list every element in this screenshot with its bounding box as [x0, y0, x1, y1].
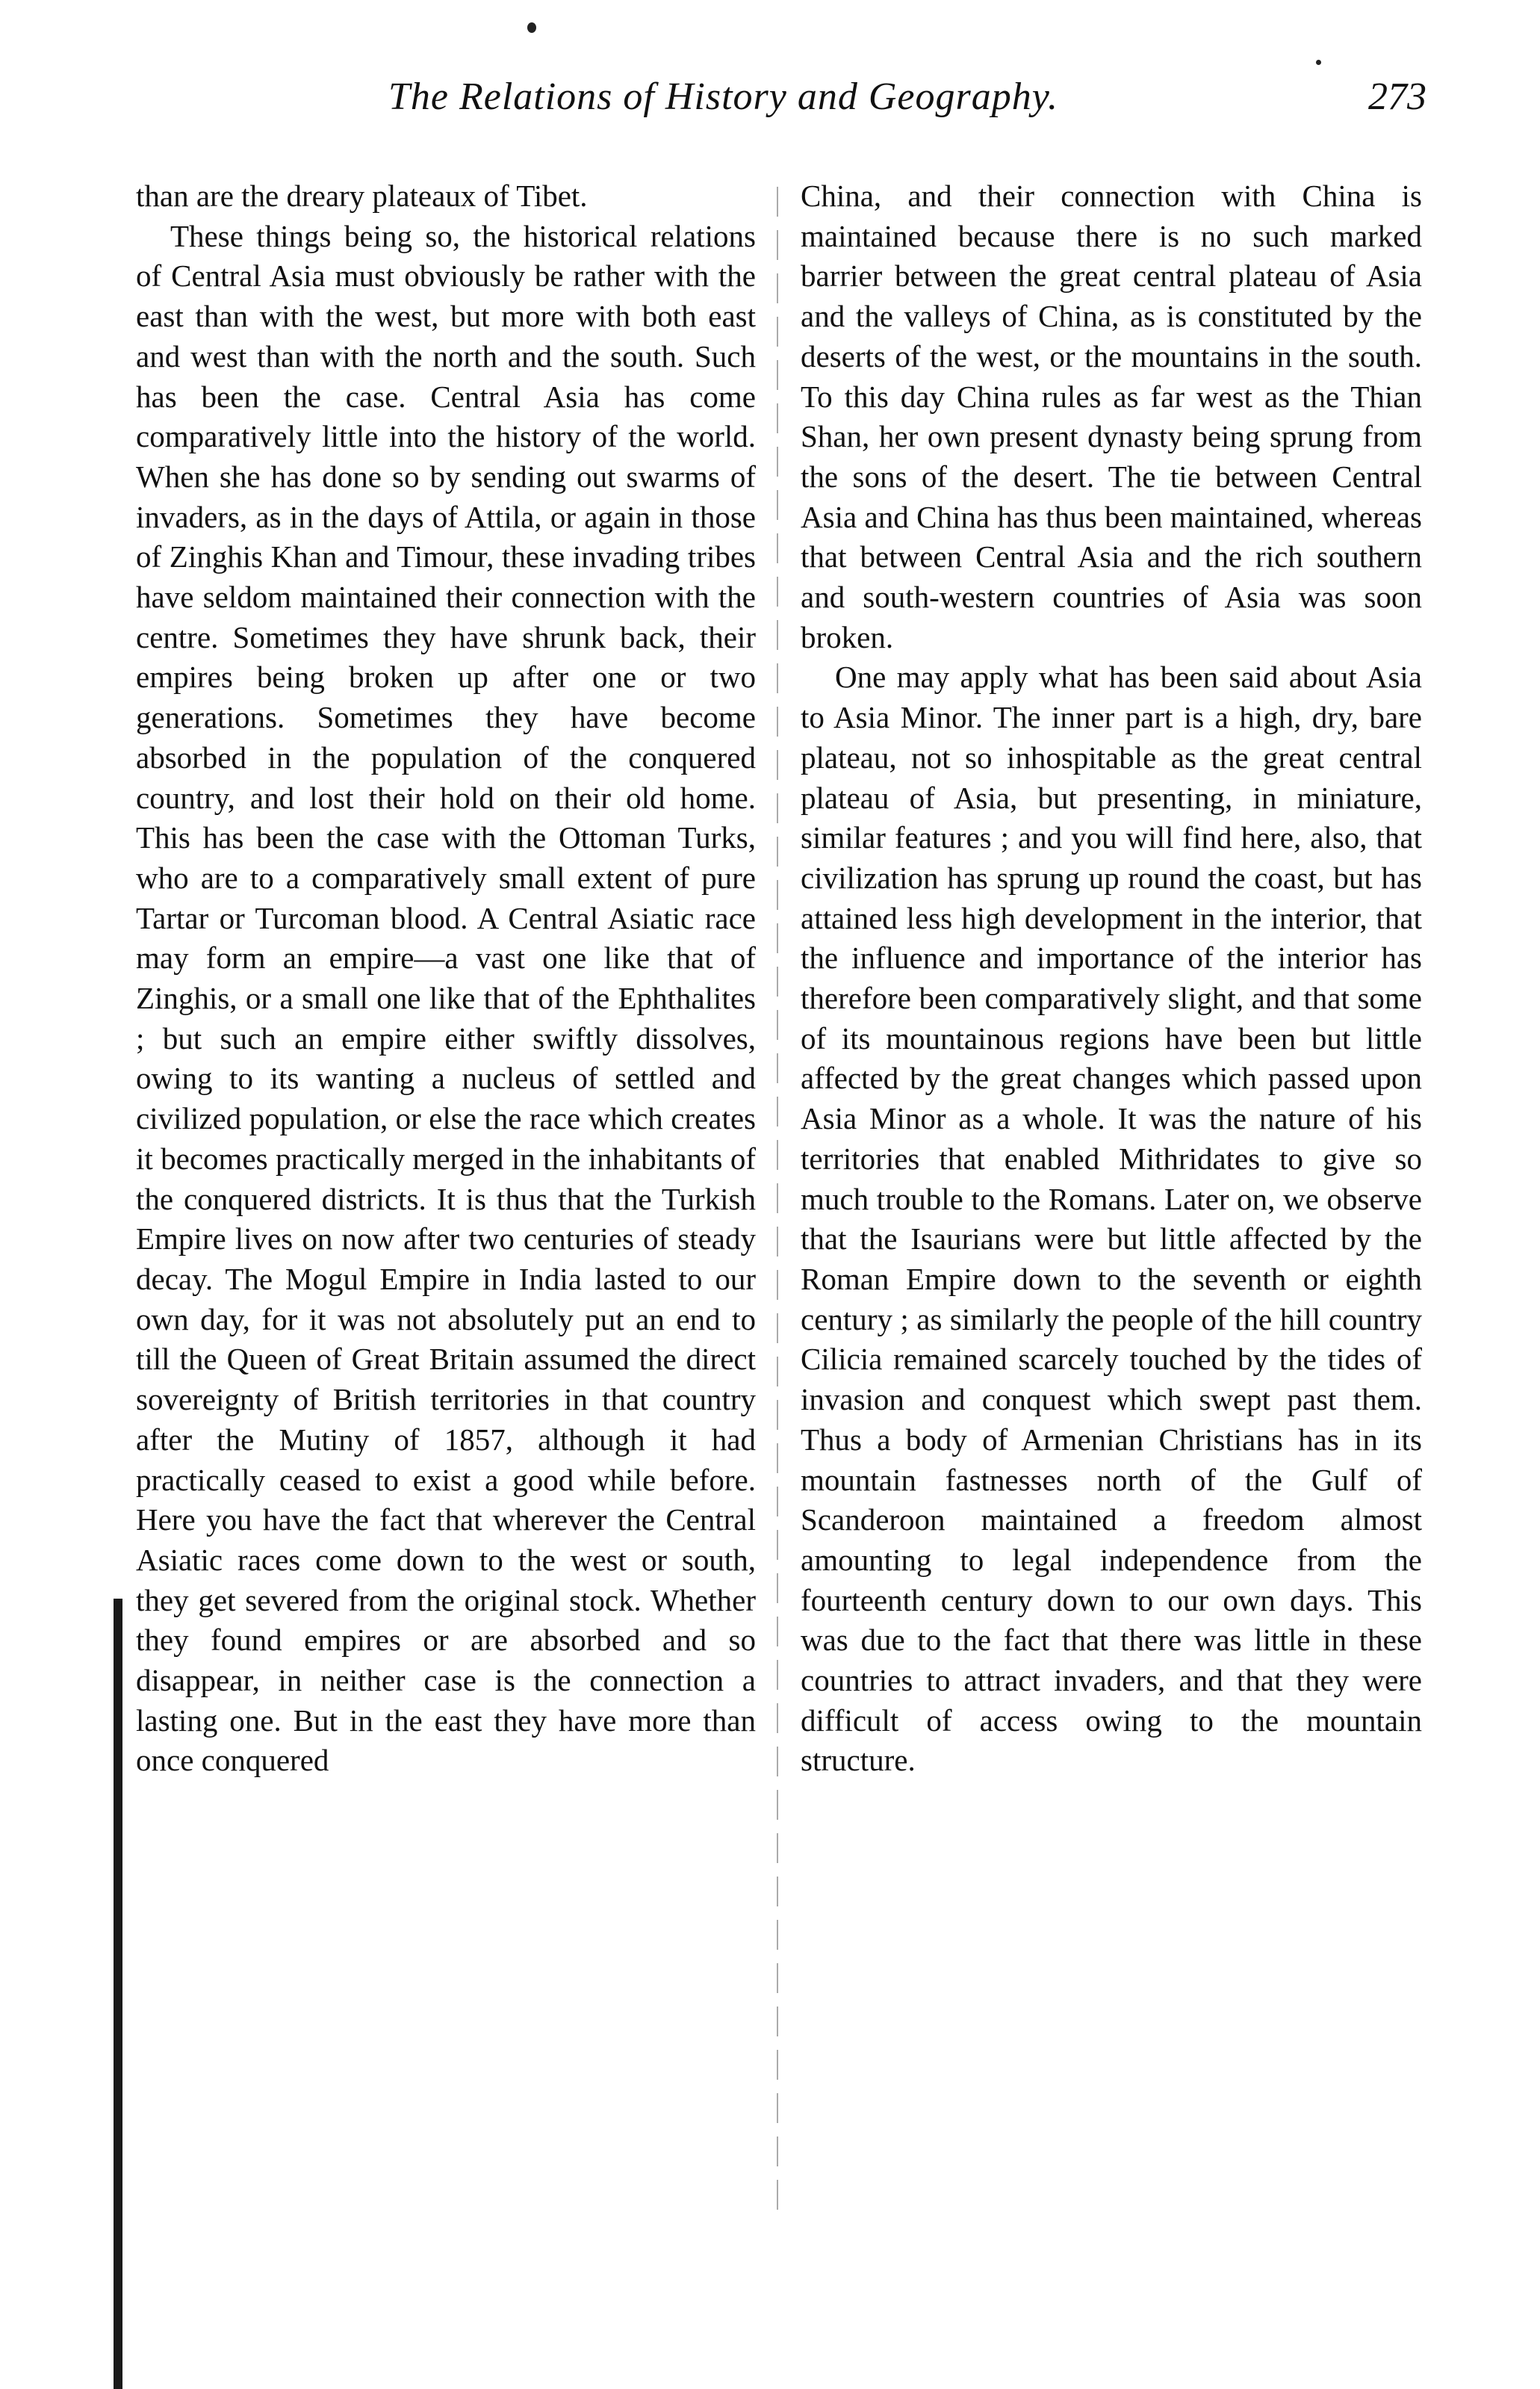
right-column — [801, 176, 1422, 1781]
left-column — [136, 176, 756, 1781]
running-title: The Relations of History and Geography. — [388, 75, 1058, 118]
paragraph: These things being so, the historical relations of Central Asia must obviously be rather with the east than with the west, but more with both east and west than with the north and the south. Such has been the case. Central Asia has come comparatively little into the history of the world. When she has done so by sending out swarms of invaders, as in the days of Attila, or again in those of Zinghis Khan and Timour, these invading tribes have seldom maintained their connection with the centre. Sometimes they have shrunk back, their empires being broken up after one or two generations. Sometimes they have become absorbed in the population of the conquered country, and lost their hold on their old home. This has been the case with the Ottoman Turks, who are to a comparatively small extent of pure Tartar or Turcoman blood. A Central Asiatic race may form an empire—a vast one like that of Zinghis, or a small one like that of the Ephthalites ; but such an empire either swiftly dissolves, owing to its wanting a nucleus of settled and civilized population, or else the race which creates it becomes practically merged in the inhabitants of the conquered districts. It is thus that the Turkish Empire lives on now after two centuries of steady decay. The Mogul Empire in India lasted to our own day, for it was not absolutely put an end to till the Queen of Great Britain assumed the direct sovereignty of British territories in that country after the Mutiny of 1857, although it had practically ceased to exist a good while before. Here you have the fact that wherever the Central Asiatic races come down to the west or south, they get severed from the original stock. Whether they found empires or are absorbed and so disappear, in neither case is the connection a lasting one. But in the east they have more than once conquered — [136, 218, 756, 1778]
paragraph: One may apply what has been said about Asia to Asia Minor. The inner part is a high, dry, bare plateau, not so inhospitable as the great central plateau of Asia, but presenting, in miniature, similar features ; and you will find here, also, that civilization has sprung up round the coast, but has attained less high development in the interior, that the influence and importance of the interior has therefore been comparatively slight, and that some of its mountainous regions have been but little affected by the great changes which passed upon Asia Minor as a whole. It was the nature of his territories that enabled Mithridates to give so much trouble to the Romans. Later on, we observe that the Isaurians were but little affected by the Roman Empire down to the seventh or eighth century ; as similarly the people of the hill country Cilicia remained scarcely touched by the tides of invasion and conquest which swept past them. Thus a body of Armenian Christians has in its mountain fastnesses north of the Gulf of Scanderoon maintained a freedom almost amounting to legal independence from the fourteenth century down to our own days. This was due to the fact that there was little in these countries to attract invaders, and that they were difficult of access owing to the mountain structure. — [801, 660, 1422, 1778]
page-header — [134, 75, 1426, 142]
paragraph: China, and their connection with China is maintained because there is no such marked barrier between the great central plateau of Asia and the valleys of China, as is constituted by the deserts of the west, or the mountains in the south. To this day China rules as far west as the Thian Shan, her own present dynasty being sprung from the sons of the desert. The tie between Central Asia and China has thus been maintained, whereas that between Central Asia and the rich southern and south-western countries of Asia was soon broken. — [801, 179, 1422, 654]
print-speck — [1316, 60, 1321, 65]
binding-edge-mark — [114, 1599, 122, 2389]
column-divider — [777, 187, 778, 2219]
print-speck — [527, 22, 536, 33]
page-number: 273 — [1368, 75, 1426, 118]
paragraph: than are the dreary plateaux of Tibet. — [136, 179, 588, 213]
